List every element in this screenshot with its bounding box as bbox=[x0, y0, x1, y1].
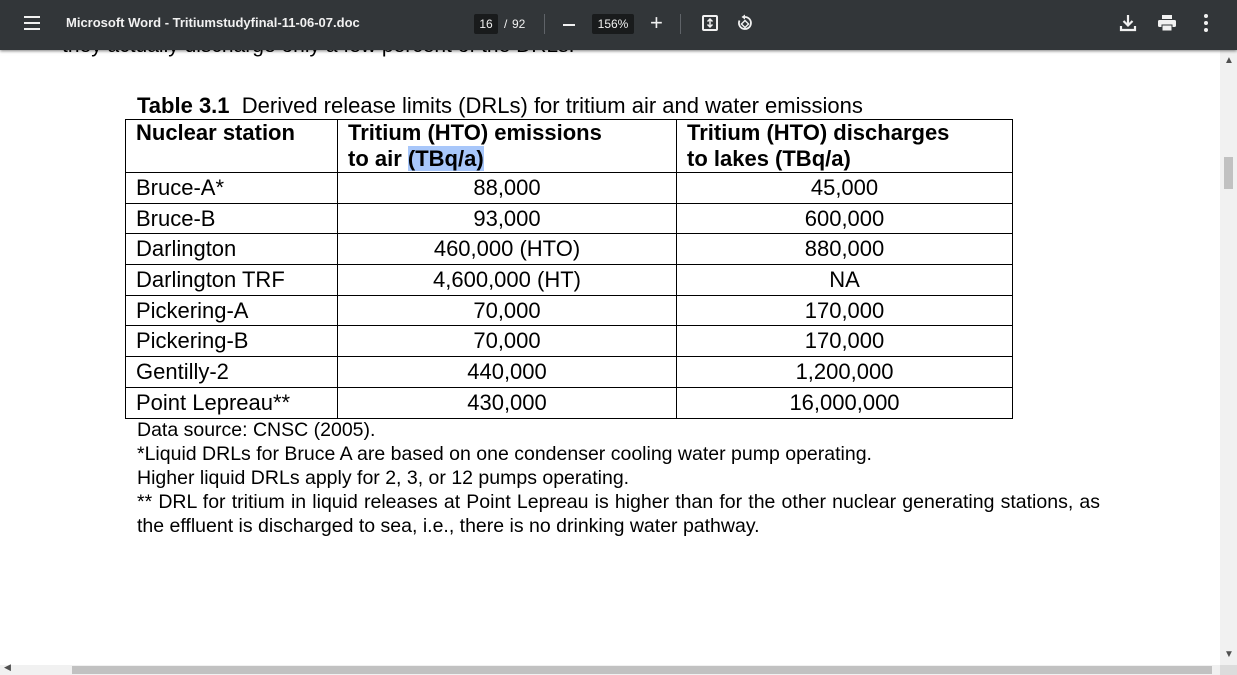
table-header-row bbox=[126, 120, 1013, 173]
toolbar-divider bbox=[544, 14, 545, 34]
minus-icon[interactable] bbox=[563, 24, 575, 26]
note-bruce-a: *Liquid DRLs for Bruce A are based on one condenser cooling water pump operating. bbox=[137, 443, 872, 465]
caption-text: Derived release limits (DRLs) for tritium air and water emissions bbox=[241, 93, 863, 118]
header-water bbox=[677, 120, 1013, 173]
cell-water: 170,000 bbox=[677, 326, 1013, 357]
cell-water: 1,200,000 bbox=[677, 357, 1013, 388]
pdf-toolbar bbox=[0, 0, 1237, 50]
note-source: Data source: CNSC (2005). bbox=[137, 419, 376, 441]
page-total: 92 bbox=[512, 17, 526, 31]
zoom-input[interactable]: 156% bbox=[592, 14, 634, 34]
vertical-scroll-thumb[interactable] bbox=[1224, 157, 1233, 189]
drl-table bbox=[125, 119, 1013, 419]
cell-station: Pickering-B bbox=[126, 326, 338, 357]
vertical-scrollbar[interactable] bbox=[1220, 50, 1237, 665]
hamburger-menu-icon[interactable] bbox=[24, 16, 40, 30]
cell-water: 45,000 bbox=[677, 173, 1013, 204]
print-icon[interactable] bbox=[1157, 14, 1177, 32]
cell-water: NA bbox=[677, 265, 1013, 296]
header-air-line1: Tritium (HTO) emissions bbox=[348, 120, 602, 145]
cell-air: 430,000 bbox=[338, 387, 677, 418]
note-pumps: Higher liquid DRLs apply for 2, 3, or 12 pumps operating. bbox=[137, 467, 630, 489]
cell-water: 880,000 bbox=[677, 234, 1013, 265]
document-viewport[interactable] bbox=[0, 50, 1220, 665]
cell-water: 16,000,000 bbox=[677, 387, 1013, 418]
table-row bbox=[126, 357, 1013, 388]
scroll-left-icon[interactable]: ◀ bbox=[4, 662, 11, 672]
note-point-lepreau: ** DRL for tritium in liquid releases at Point Lepreau is higher than for the other nuclear generating stations, as the effluent is discharged to sea, i.e., there is no drinking water pathway. bbox=[137, 491, 1100, 537]
cell-station: Point Lepreau** bbox=[126, 387, 338, 418]
header-air bbox=[338, 120, 677, 173]
cell-air: 4,600,000 (HT) bbox=[338, 265, 677, 296]
header-station: Nuclear station bbox=[126, 120, 338, 173]
scrollbar-corner bbox=[1220, 665, 1237, 675]
cell-air: 70,000 bbox=[338, 295, 677, 326]
caption-label: Table 3.1 bbox=[137, 93, 230, 118]
table-row bbox=[126, 326, 1013, 357]
header-water-line2: to lakes (TBq/a) bbox=[687, 146, 851, 171]
page-number-input[interactable]: 16 bbox=[474, 14, 498, 34]
plus-icon[interactable]: + bbox=[650, 10, 663, 35]
table-row bbox=[126, 387, 1013, 418]
fit-to-page-icon[interactable] bbox=[702, 15, 718, 31]
download-icon[interactable] bbox=[1118, 13, 1138, 33]
cell-air: 93,000 bbox=[338, 203, 677, 234]
table-row bbox=[126, 265, 1013, 296]
cell-water: 600,000 bbox=[677, 203, 1013, 234]
table-row bbox=[126, 234, 1013, 265]
table-row bbox=[126, 295, 1013, 326]
cell-station: Bruce-B bbox=[126, 203, 338, 234]
horizontal-scrollbar[interactable] bbox=[0, 662, 1220, 675]
header-water-line1: Tritium (HTO) discharges bbox=[687, 120, 950, 145]
scroll-down-icon[interactable]: ▼ bbox=[1224, 649, 1234, 660]
cell-air: 88,000 bbox=[338, 173, 677, 204]
table-notes bbox=[137, 418, 1100, 538]
cell-air: 440,000 bbox=[338, 357, 677, 388]
cell-air: 70,000 bbox=[338, 326, 677, 357]
toolbar-divider bbox=[680, 14, 681, 34]
table-row bbox=[126, 203, 1013, 234]
rotate-icon[interactable] bbox=[736, 14, 754, 32]
selected-text-highlight: (TBq/a) bbox=[407, 146, 484, 171]
document-title: Microsoft Word - Tritiumstudyfinal-11-06-07.doc bbox=[66, 15, 360, 30]
table-caption bbox=[137, 93, 863, 119]
header-air-line2-prefix: to air bbox=[348, 146, 408, 171]
table-row bbox=[126, 173, 1013, 204]
scroll-up-icon[interactable]: ▲ bbox=[1224, 55, 1234, 66]
horizontal-scroll-thumb[interactable] bbox=[72, 666, 1212, 674]
cell-water: 170,000 bbox=[677, 295, 1013, 326]
cell-station: Gentilly-2 bbox=[126, 357, 338, 388]
cell-station: Darlington bbox=[126, 234, 338, 265]
cell-air: 460,000 (HTO) bbox=[338, 234, 677, 265]
cell-station: Darlington TRF bbox=[126, 265, 338, 296]
page-separator: / bbox=[504, 17, 508, 31]
more-vertical-icon[interactable] bbox=[1202, 14, 1210, 34]
cell-station: Bruce-A* bbox=[126, 173, 338, 204]
cell-station: Pickering-A bbox=[126, 295, 338, 326]
